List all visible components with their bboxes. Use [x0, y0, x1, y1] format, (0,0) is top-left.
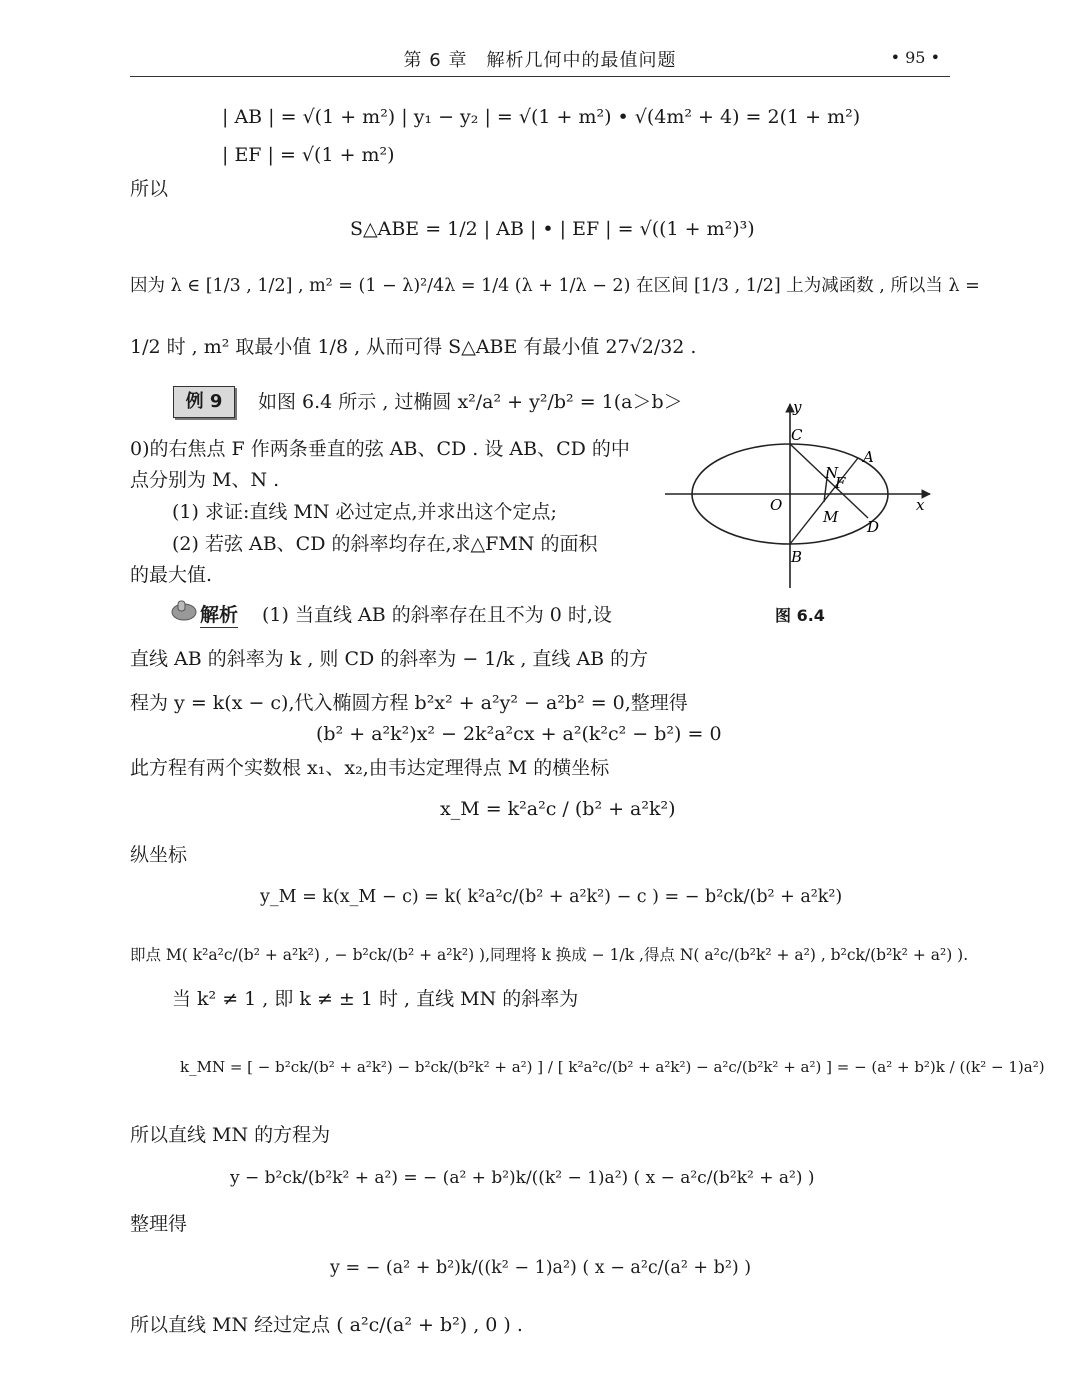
text-min: 1/2 时 , m² 取最小值 1/8 , 从而可得 S△ABE 有最小值 27√2/32 . [130, 336, 697, 358]
label-m: M [823, 508, 839, 526]
label-f: F [835, 474, 846, 492]
label-d: D [867, 518, 880, 536]
quadratic-equation: (b² + a²k²)x² − 2k²a²cx + a²(k²c² − b²) = 0 [316, 723, 722, 745]
formula-area: S△ABE = 1/2 | AB | • | EF | = √((1 + m²)³) [350, 218, 755, 240]
question-2: (2) 若弦 AB、CD 的斜率均存在,求△FMN 的面积 [172, 533, 598, 555]
ellipse-figure [660, 398, 940, 594]
ym-equation: y_M = k(x_M − c) = k( k²a²c/(b² + a²k²) − c ) = − b²ck/(b² + a²k²) [260, 887, 843, 907]
label-n: N [825, 464, 839, 482]
question-2-cont: 的最大值. [130, 564, 213, 586]
final-equation: y = − (a² + b²)k/((k² − 1)a²) ( x − a²c/(a² + b²) ) [330, 1258, 752, 1278]
question-1: (1) 求证:直线 MN 必过定点,并求出这个定点; [172, 501, 557, 523]
example-line-3: 点分别为 M、N . [130, 469, 280, 491]
points-line: 即点 M( k²a²c/(b² + a²k²) , − b²ck/(b² + a²k²) ),同理将 k 换成 − 1/k ,得点 N( a²c/(b²k² + a²) , b²ck/(b²k² + a²) ). [130, 946, 969, 964]
text-suoyi: 所以 [130, 178, 169, 200]
conclusion-line: 所以直线 MN 经过定点 ( a²c/(a² + b²) , 0 ) . [130, 1314, 523, 1336]
page-number: • 95 • [890, 48, 940, 67]
chapter-title: 第 6 章 解析几何中的最值问题 [403, 50, 677, 71]
label-o: O [770, 496, 783, 514]
label-x: x [916, 496, 925, 514]
kmn-equation: k_MN = [ − b²ck/(b² + a²k²) − b²ck/(b²k² + a²) ] / [ k²a²c/(b² + a²k²) − a²c/(b²k² + a²) ] = − (a² + b²)k / ((k² − 1)a²) [180, 1058, 1045, 1076]
text-zhengli: 整理得 [130, 1213, 188, 1235]
analysis-line-2: 直线 AB 的斜率为 k , 则 CD 的斜率为 − 1/k , 直线 AB 的方 [130, 648, 649, 670]
mn-equation: y − b²ck/(b²k² + a²) = − (a² + b²)k/((k² − 1)a²) ( x − a²c/(b²k² + a²) ) [230, 1168, 815, 1188]
mn-line: 所以直线 MN 的方程为 [130, 1124, 331, 1146]
example-line-2: 0)的右焦点 F 作两条垂直的弦 AB、CD . 设 AB、CD 的中 [130, 438, 630, 460]
analysis-line-3: 程为 y = k(x − c),代入椭圆方程 b²x² + a²y² − a²b² = 0,整理得 [130, 692, 688, 714]
example-label: 例 9 [173, 386, 235, 418]
formula-ab: | AB | = √(1 + m²) | y₁ − y₂ | = √(1 + m²) • √(4m² + 4) = 2(1 + m²) [222, 106, 861, 128]
label-b: B [791, 548, 803, 566]
page-header [130, 44, 950, 77]
formula-ef: | EF | = √(1 + m²) [222, 144, 395, 166]
label-c: C [791, 426, 803, 444]
text-zong: 纵坐标 [130, 844, 188, 866]
analysis-line-1: (1) 当直线 AB 的斜率存在且不为 0 时,设 [262, 604, 612, 626]
label-a: A [863, 448, 874, 466]
example-line-1: 如图 6.4 所示 , 过椭圆 x²/a² + y²/b² = 1(a＞b＞ [258, 391, 683, 413]
text-lambda: 因为 λ ∈ [1/3 , 1/2] , m² = (1 − λ)²/4λ = 1/4 (λ + 1/λ − 2) 在区间 [1/3 , 1/2] 上为减函数 , 所以当 λ = [130, 276, 980, 296]
label-y: y [793, 398, 802, 416]
slope-line: 当 k² ≠ 1 , 即 k ≠ ± 1 时 , 直线 MN 的斜率为 [172, 988, 579, 1010]
thumbs-up-icon [170, 598, 198, 622]
roots-line: 此方程有两个实数根 x₁、x₂,由韦达定理得点 M 的横坐标 [130, 757, 610, 779]
analysis-label: 解析 [200, 600, 238, 628]
figure-caption: 图 6.4 [775, 606, 825, 625]
xm-equation: x_M = k²a²c / (b² + a²k²) [440, 798, 676, 820]
